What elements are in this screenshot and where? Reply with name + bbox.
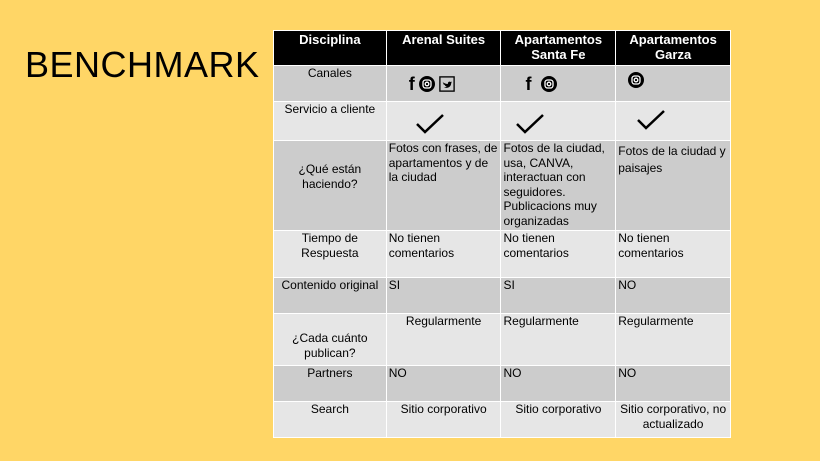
- tiempo-garza: No tienen comentarios: [616, 231, 731, 278]
- servicio-arenal: [386, 102, 501, 141]
- header-santa-fe: Apartamentos Santa Fe: [501, 31, 616, 66]
- haciendo-santa-fe: Fotos de la ciudad, usa, CANVA, interactuan con seguidores. Publicacions muy organizadas: [501, 141, 616, 231]
- row-servicio: [274, 102, 731, 141]
- haciendo-garza: Fotos de la ciudad y paisajes: [616, 141, 731, 231]
- row-haciendo: [274, 141, 731, 231]
- label-haciendo: ¿Qué están haciendo?: [274, 141, 387, 231]
- partners-arenal: NO: [386, 366, 501, 402]
- search-garza: Sitio corporativo, no actualizado: [616, 402, 731, 438]
- label-partners: Partners: [274, 366, 387, 402]
- checkmark-icon: [415, 112, 445, 136]
- servicio-garza: [616, 102, 731, 141]
- checkmark-icon: [636, 108, 666, 132]
- instagram-icon: [419, 76, 435, 92]
- header-arenal-suites: Arenal Suites: [386, 31, 501, 66]
- row-cada: [274, 314, 731, 366]
- benchmark-table: [273, 30, 731, 438]
- search-santa-fe: Sitio corporativo: [501, 402, 616, 438]
- label-cada: ¿Cada cuánto publican?: [274, 314, 387, 366]
- partners-santa-fe: NO: [501, 366, 616, 402]
- label-servicio: Servicio a cliente: [274, 102, 387, 141]
- row-partners: [274, 366, 731, 402]
- header-disciplina: Disciplina: [274, 31, 387, 66]
- slide-title: BENCHMARK: [25, 44, 260, 85]
- canales-garza: [616, 66, 731, 102]
- facebook-icon: f: [408, 74, 415, 94]
- tiempo-arenal: No tienen comentarios: [386, 231, 501, 278]
- servicio-santa-fe: [501, 102, 616, 141]
- cada-arenal: Regularmente: [386, 314, 501, 366]
- label-canales: Canales: [274, 66, 387, 102]
- partners-garza: NO: [616, 366, 731, 402]
- instagram-icon: [541, 76, 557, 92]
- row-tiempo: [274, 231, 731, 278]
- twitter-icon: [439, 76, 455, 92]
- label-tiempo: Tiempo de Respuesta: [274, 231, 387, 278]
- header-garza: Apartamentos Garza: [616, 31, 731, 66]
- label-search: Search: [274, 402, 387, 438]
- cada-garza: Regularmente: [616, 314, 731, 366]
- canales-arenal: [386, 66, 501, 102]
- row-search: [274, 402, 731, 438]
- haciendo-arenal: Fotos con frases, de apartamentos y de la ciudad: [386, 141, 501, 231]
- row-canales: [274, 66, 731, 102]
- header-row: [274, 31, 731, 66]
- contenido-santa-fe: SI: [501, 278, 616, 314]
- row-contenido: [274, 278, 731, 314]
- instagram-icon: [628, 72, 644, 88]
- canales-santa-fe: [501, 66, 616, 102]
- facebook-icon: f: [525, 74, 532, 94]
- search-arenal: Sitio corporativo: [386, 402, 501, 438]
- contenido-garza: NO: [616, 278, 731, 314]
- checkmark-icon: [515, 112, 545, 136]
- tiempo-santa-fe: No tienen comentarios: [501, 231, 616, 278]
- cada-santa-fe: Regularmente: [501, 314, 616, 366]
- contenido-arenal: SI: [386, 278, 501, 314]
- label-contenido: Contenido original: [274, 278, 387, 314]
